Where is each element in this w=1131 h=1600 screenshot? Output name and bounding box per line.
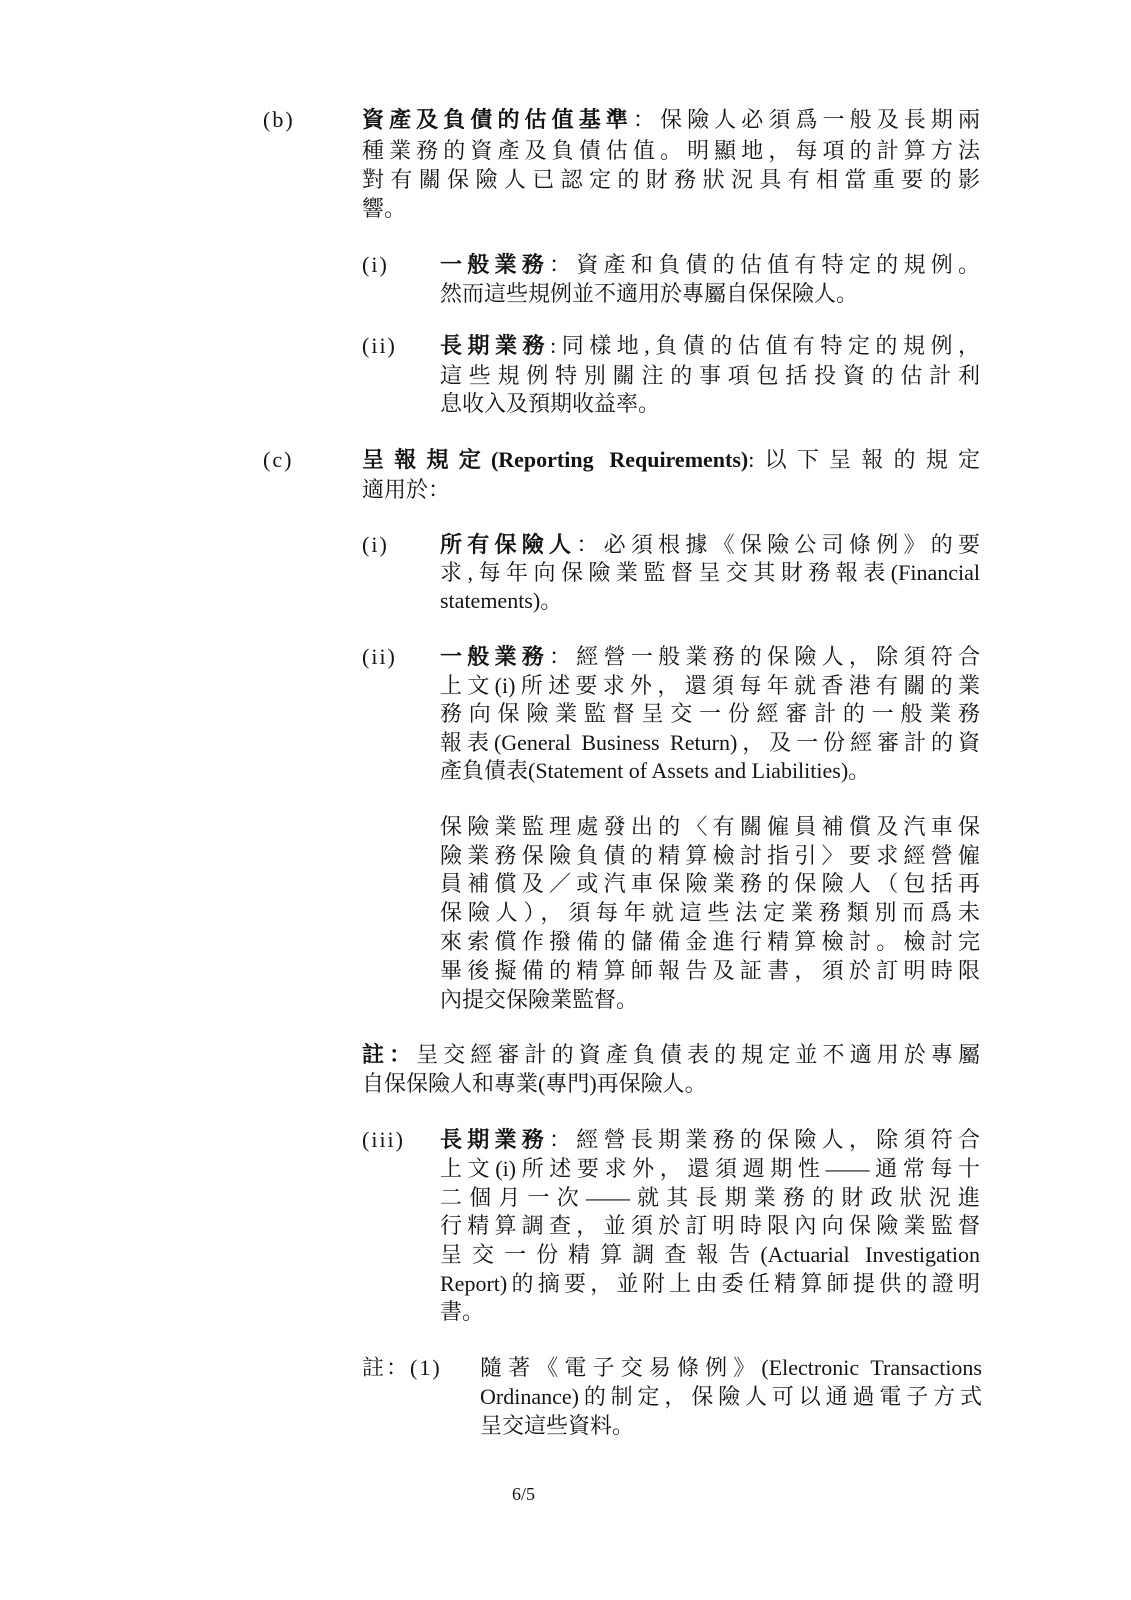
page-number: 6/5 [512, 1484, 536, 1504]
body-line [440, 251, 980, 279]
note-line: 呈交這些資料。 [480, 1413, 635, 1438]
body-line: 行精算調查，並須於訂明時限內向保險業監督 [440, 1213, 980, 1238]
item-heading: 長期業務 [440, 1127, 550, 1152]
body-line: 報表(General Business Return)，及一份經審計的資 [440, 730, 980, 755]
body-line [440, 531, 980, 559]
note-label: 註：(1) [362, 1355, 442, 1380]
line-text: :同樣地,負債的估值有特定的規例， [550, 333, 980, 358]
line-text: ：保險人必須爲一般及長期兩 [632, 107, 980, 132]
paragraph-line: 來索償作撥備的儲備金進行精算檢討。檢討完 [440, 929, 980, 954]
item-label: (iii) [362, 1127, 405, 1152]
paragraph-line: 保險人），須每年就這些法定業務類別而爲未 [440, 900, 980, 925]
body-line: statements)。 [440, 588, 563, 613]
note-line: Ordinance)的制定，保險人可以通過電子方式 [480, 1384, 982, 1409]
body-line [440, 643, 980, 671]
note-line: 自保保險人和專業(專門)再保險人。 [362, 1071, 707, 1096]
body-line: 書。 [440, 1299, 485, 1324]
note-line: 隨著《電子交易條例》(Electronic Transactions [480, 1355, 982, 1380]
paragraph-line: 內提交保險業監督。 [440, 987, 639, 1012]
body-line: 適用於： [362, 477, 451, 502]
body-line: 種業務的資產及負債估值。明顯地，每項的計算方法 [362, 138, 980, 163]
paragraph-line: 畢後擬備的精算師報告及証書，須於訂明時限 [440, 958, 980, 983]
body-line: 這些規例特別關注的事項包括投資的估計利 [440, 363, 980, 388]
body-line [362, 446, 980, 474]
body-line: Report)的摘要，並附上由委任精算師提供的證明 [440, 1271, 980, 1296]
body-line [440, 332, 980, 360]
line-text: 呈交經審計的資產負債表的規定並不適用於專屬 [416, 1042, 980, 1067]
item-label: (ii) [362, 644, 397, 669]
note-heading: 註： [362, 1042, 417, 1067]
section-label: (c) [263, 447, 294, 472]
paragraph-line: 險業務保險負債的精算檢討指引〉要求經營僱 [440, 843, 980, 868]
line-text: ：資產和負債的估值有特定的規例。 [549, 252, 980, 277]
body-line: 呈交一份精算調查報告(Actuarial Investigation [440, 1242, 980, 1267]
item-heading: 所有保險人 [440, 532, 577, 557]
body-line: 務向保險業監督呈交一份經審計的一般業務 [440, 701, 980, 726]
line-text: ：必須根據《保險公司條例》的要 [576, 532, 980, 557]
body-line: 息收入及預期收益率。 [440, 391, 661, 416]
section-heading: 呈報規定(Reporting Requirements) [362, 447, 749, 472]
line-text: ：經營一般業務的保險人，除須符合 [549, 644, 980, 669]
body-line: 二個月一次——就其長期業務的財政狀況進 [440, 1185, 980, 1210]
body-line [362, 106, 980, 134]
body-line: 上文(i)所述要求外，還須週期性——通常每十 [440, 1156, 980, 1181]
body-line: 響。 [362, 196, 407, 221]
item-heading: 一般業務 [440, 644, 550, 669]
note-line [362, 1041, 980, 1069]
body-line: 對有關保險人已認定的財務狀況具有相當重要的影 [362, 167, 980, 192]
body-line: 然而這些規例並不適用於專屬自保保險人。 [440, 281, 859, 306]
body-line: 上文(i)所述要求外，還須每年就香港有關的業 [440, 673, 980, 698]
item-heading: 長期業務 [440, 333, 551, 358]
body-line: 產負債表(Statement of Assets and Liabilities)。 [440, 758, 871, 783]
paragraph-line: 員補償及／或汽車保險業務的保險人（包括再 [440, 871, 980, 896]
body-line: 求,每年向保險業監督呈交其財務報表(Financial [440, 560, 980, 585]
item-label: (ii) [362, 333, 397, 358]
section-label: (b) [263, 107, 295, 132]
line-text: ：經營長期業務的保險人，除須符合 [549, 1127, 980, 1152]
item-label: (i) [362, 252, 389, 277]
section-heading: 資產及負債的估值基準 [362, 107, 633, 132]
item-heading: 一般業務 [440, 252, 550, 277]
body-line [440, 1126, 980, 1154]
paragraph-line: 保險業監理處發出的〈有關僱員補償及汽車保 [440, 814, 980, 839]
line-text: :以下呈報的規定 [748, 447, 980, 472]
item-label: (i) [362, 532, 389, 557]
